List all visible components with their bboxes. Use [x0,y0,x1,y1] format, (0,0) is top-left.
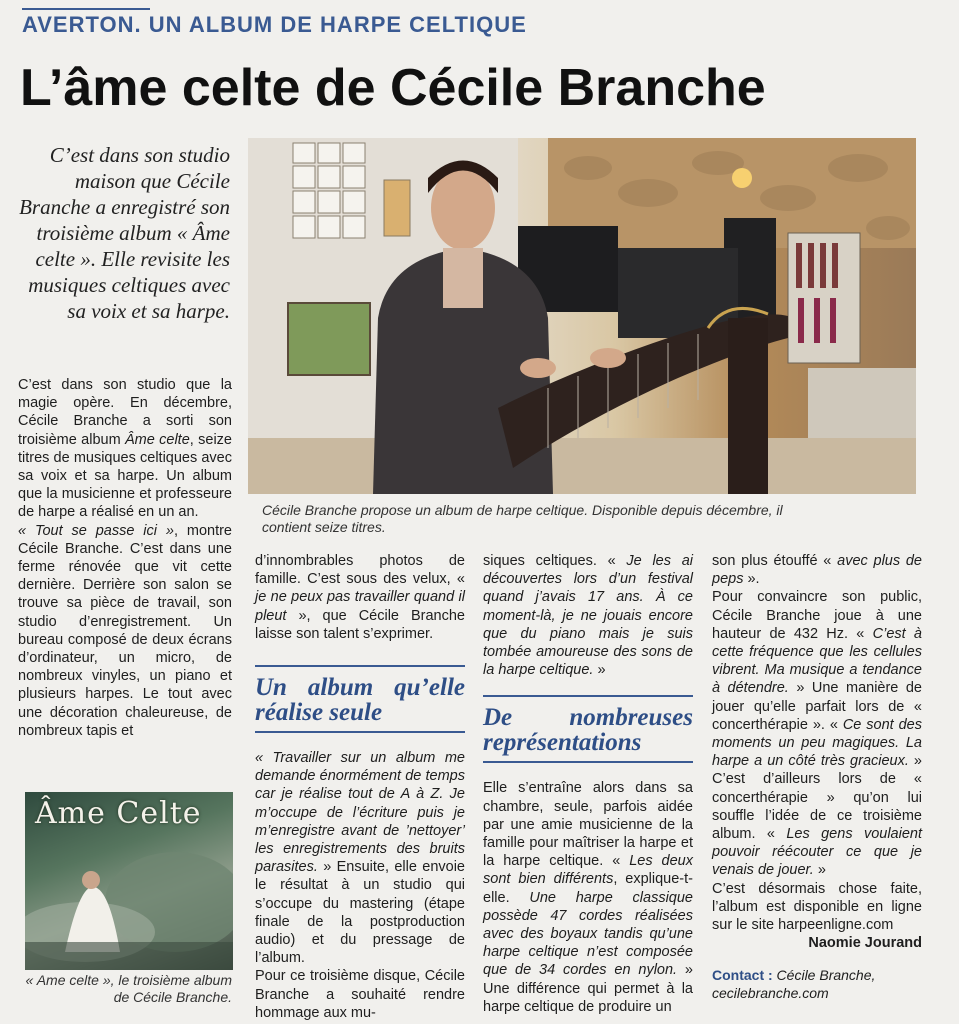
album-caption: « Ame celte », le troisième album de Cécile Branche. [25,972,232,1005]
photo-caption: Cécile Branche propose un album de harpe celtique. Disponible depuis décembre, il contient seize titres. [262,502,783,535]
text-run: siques celtiques. « [483,553,627,569]
quote: C’est à cette fréquence que les cellules vibrent. Ma musique a tendance à détendre. [712,625,922,697]
paragraph [255,552,465,643]
contact-block [712,966,922,1002]
text-run: » C’est d’ailleurs lors de « concerthérapie » qu’on lui souffle l’idée de ce troisième album. « [712,753,922,843]
text-run: Pour convaincre son public, Cécile Branche joue à une hauteur de 432 Hz. « [712,589,922,642]
text-run: , montre Cécile Branche. C’est dans une ferme rénovée que vit cette dernière. Derrière son salon se trouve sa pièce de travail, son studio d’enregistrement. Un bureau composé de deux écrans d’ordinateur, un micro, de nombreux vinyles, un piano et plusieurs harpes. Le tout avec une décoration chaleureuse, de nombreux tapis et [18,522,232,739]
subhead-album: Un album qu’elle réalise seule [255,674,465,727]
paragraph [712,552,922,588]
quote: Ce sont des moments un peu magiques. La harpe a un côté très gracieux. [712,716,922,770]
text-run: son plus étouffé « [712,553,838,569]
photo-illustration [248,138,916,494]
text-run: » Une différence qui permet à la harpe celtique de produire un [483,962,693,1015]
quote: Les deux sont bien différents [483,853,693,888]
text-run: » [593,662,606,679]
subhead-rule-bottom [255,731,465,733]
main-photo [248,138,916,494]
paragraph: Pour ce troisième disque, Cécile Branche a souhaité rendre hommage aux mu- [255,968,465,1021]
subhead-rule-bottom [483,761,693,763]
text-run: » Ensuite, elle envoie le résultat à un studio qui s’occupe du mastering (étape finale de la postproduction audio) et du pressage de l’album. [255,859,465,967]
text-run: C’est dans son studio que la magie opère. En décembre, Cécile Branche a sorti son troisième album [18,377,232,448]
quote: Les gens voulaient pouvoir réécouter ce que je venais de jouer. [712,826,922,879]
quote: « Tout se passe ici » [18,522,174,539]
text-run: , seize titres de musiques celtiques avec sa voix et sa harpe. Un album que la musicienne et professeure de harpe a réalisé en un an. [18,431,232,521]
paragraph [255,749,465,967]
quote: je ne peux pas travailler quand il pleut [255,589,465,624]
adjacent-article-bleed [696,0,959,110]
paragraph [18,376,232,522]
subhead-rule-top [255,665,465,667]
contact-website: cecilebranche.com [712,985,829,1002]
text-run: , explique-t-elle. [483,871,693,906]
subhead-representations: De nombreuses représentations [483,704,693,757]
text-run: », que Cécile Branche laisse son talent s’exprimer. [255,607,465,642]
contact-name: Cécile Branche, [772,967,876,984]
album-cover-title: Âme Celte [35,796,202,831]
kicker-rule [22,8,150,10]
quote: Je les ai découvertes lors d’un festival quand j’avais 17 ans. À ce moment-là, je ne jouais encore que du piano mais je suis tombée amoureuse des sons de la harpe celtique. [483,553,693,679]
kicker: AVERTON. UN ALBUM DE HARPE CELTIQUE [22,12,527,37]
album-title-inline: Âme celte [124,431,190,448]
paragraph [483,552,693,679]
column-2 [255,552,465,1022]
paragraph [18,522,232,740]
headline: L’âme celte de Cécile Branche [20,59,766,117]
paragraph [712,588,922,879]
text-run: d’innombrables photos de famille. C’est sous des velux, « [255,553,465,588]
text-run: » Une manière de jouer qu’elle parfait lors de « concerthérapie ». « [712,680,922,733]
author-signature: Naomie Jourand [808,935,922,952]
text-run: » [813,862,826,879]
contact-label: Contact : [712,967,773,984]
paragraph: C’est désormais chose faite, l’album est disponible en ligne sur le site harpeenligne.com [712,880,922,934]
album-cover-image [25,792,233,970]
quote: « Travailler sur un album me demande énormément de temps car je réalise tout de A à Z. Je m’occupe de l’écriture puis je m’enregistre avant de ’nettoyer’ les enregistrements des bruits parasites. [255,750,465,876]
subhead-rule-top [483,695,693,697]
paragraph [483,779,693,1016]
lead-paragraph: C’est dans son studio maison que Cécile Branche a enregistré son troisième album « Âme celte ». Elle revisite les musiques celtiques avec sa voix et sa harpe. [19,143,230,323]
text-run: Elle s’entraîne alors dans sa chambre, seule, parfois aidée par une amie musicienne de la famille pour maîtriser la harpe et la harpe celtique. « [483,780,693,870]
column-4 [712,552,922,1002]
quote: Une harpe classique possède 47 cordes réalisées avec des boyaux tandis qu’une harpe celtique n’est composée que de 34 cordes en nylon. [483,889,693,979]
column-3 [483,552,693,1016]
text-run: ». [743,571,760,588]
quote: avec plus de peps [712,553,922,588]
column-1 [18,376,232,740]
